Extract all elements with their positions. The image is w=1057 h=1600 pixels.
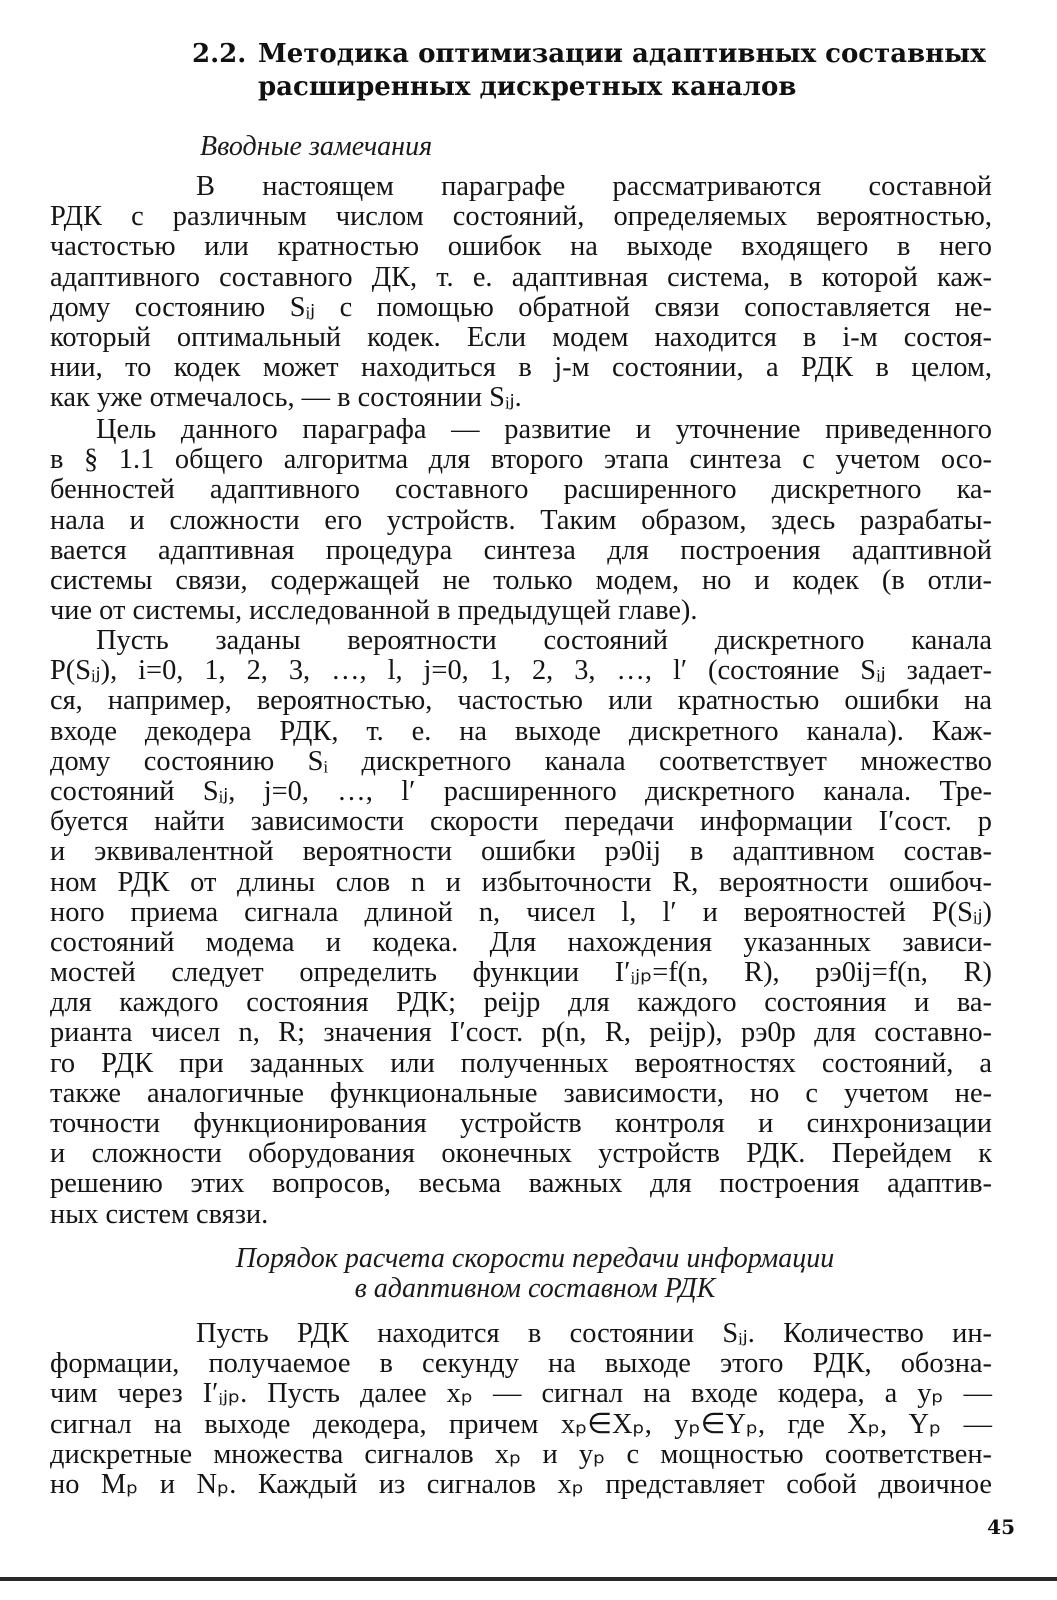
- text-line: го РДК при заданных или полученных вероятностях состояний, а: [50, 1047, 992, 1079]
- text-line: состояний Sᵢⱼ, j=0, …, l′ расширенного дискретного канала. Тре-: [50, 775, 992, 807]
- paragraph-calculation: [50, 1319, 992, 1500]
- text-line: как уже отмечалось, — в состоянии Sᵢⱼ.: [50, 382, 522, 414]
- text-line: но Mₚ и Nₚ. Каждый из сигналов xₚ представляет собой двоичное: [50, 1468, 992, 1500]
- text-line: Пусть РДК находится в состоянии Sᵢⱼ. Количество ин-: [196, 1318, 992, 1349]
- text-line: входе декодера РДК, т. е. на выходе дискретного канала). Каж-: [50, 715, 992, 747]
- paragraph-intro: [50, 172, 992, 414]
- text-line: чие от системы, исследованной в предыдущей главе).: [50, 595, 698, 627]
- paragraph-goal: [50, 415, 992, 626]
- section-title: [192, 38, 1012, 104]
- subheading-intro: Вводные замечания: [200, 131, 433, 162]
- text-line: состояний модема и кодека. Для нахождения указанных зависи-: [50, 926, 992, 958]
- section-title-line1: Методика оптимизации адаптивных составных: [258, 39, 986, 69]
- subheading-calc-line1: Порядок расчета скорости передачи информации: [235, 1243, 835, 1274]
- section-number: 2.2.: [192, 39, 247, 69]
- text-line: решению этих вопросов, весьма важных для построения адаптив-: [50, 1168, 992, 1200]
- paragraph-problem: [50, 626, 992, 1230]
- text-line: и эквивалентной вероятности ошибки pэ0ij в адаптивном состав-: [50, 836, 992, 868]
- text-line: ном РДК от длины слов n и избыточности R, вероятности ошибоч-: [50, 866, 992, 898]
- text-line: точности функционирования устройств контроля и синхронизации: [50, 1108, 992, 1139]
- text-line: который оптимальный кодек. Если модем находится в i-м состоя-: [50, 321, 992, 353]
- text-line: системы связи, содержащей не только модем, но и кодек (в отли-: [50, 564, 992, 596]
- text-line: адаптивного составного ДК, т. е. адаптивная система, в которой каж-: [50, 261, 992, 293]
- text-line: ся, например, вероятностью, частостью или кратностью ошибки на: [50, 685, 992, 717]
- text-line: дому состоянию Sᵢ дискретного канала соответствует множество: [50, 745, 992, 777]
- subheading-calc-line2: в адаптивном составном РДК: [354, 1273, 716, 1304]
- text-line: мостей следует определить функции I′ᵢⱼₚ=f(n, R), pэ0ij=f(n, R): [50, 957, 992, 989]
- section-title-line2: расширенных дискретных каналов: [258, 72, 797, 102]
- text-line: для каждого состояния РДК; peijp для каждого состояния и ва-: [50, 987, 992, 1019]
- text-line: также аналогичные функциональные зависимости, но с учетом не-: [50, 1077, 992, 1109]
- text-line: P(Sᵢⱼ), i=0, 1, 2, 3, …, l, j=0, 1, 2, 3, …, l′ (состояние Sᵢⱼ задает-: [50, 655, 992, 687]
- text-line: дому состоянию Sᵢⱼ с помощью обратной связи сопоставляется не-: [50, 291, 992, 323]
- subheading-calculation: [60, 1244, 1010, 1304]
- text-line: В настоящем параграфе рассматриваются составной: [196, 171, 992, 202]
- text-line: в § 1.1 общего алгоритма для второго этапа синтеза с учетом осо-: [50, 444, 992, 476]
- text-line: сигнал на выходе декодера, причем xₚ∈Xₚ, yₚ∈Yₚ, где Xₚ, Yₚ —: [50, 1408, 992, 1440]
- text-line: ных систем связи.: [50, 1198, 269, 1230]
- text-line: нала и сложности его устройств. Таким образом, здесь разрабаты-: [50, 504, 992, 536]
- text-line: Цель данного параграфа — развитие и уточнение приведенного: [96, 414, 992, 445]
- page-bottom-edge: [0, 1577, 1057, 1581]
- text-line: рианта чисел n, R; значения I′сост. р(n, R, peijp), pэ0р для составно-: [50, 1017, 992, 1049]
- text-line: ного приема сигнала длиной n, чисел l, l′ и вероятностей P(Sᵢⱼ): [50, 896, 992, 928]
- page-number: 45: [987, 1515, 1015, 1539]
- text-line: РДК с различным числом состояний, определяемых вероятностью,: [50, 201, 992, 233]
- text-line: вается адаптивная процедура синтеза для построения адаптивной: [50, 534, 992, 566]
- text-line: частостью или кратностью ошибок на выходе входящего в него: [50, 231, 992, 263]
- text-line: бенностей адаптивного составного расширенного дискретного ка-: [50, 474, 992, 506]
- text-line: и сложности оборудования оконечных устройств РДК. Перейдем к: [50, 1138, 992, 1170]
- text-line: нии, то кодек может находиться в j-м состоянии, а РДК в целом,: [50, 352, 992, 384]
- text-line: дискретные множества сигналов xₚ и yₚ с мощностью соответствен-: [50, 1438, 992, 1470]
- text-line: буется найти зависимости скорости передачи информации I′сост. р: [50, 806, 992, 838]
- text-line: Пусть заданы вероятности состояний дискретного канала: [96, 625, 992, 656]
- text-line: чим через I′ᵢⱼₚ. Пусть далее xₚ — сигнал на входе кодера, а yₚ —: [50, 1378, 992, 1410]
- text-line: формации, получаемое в секунду на выходе этого РДК, обозна-: [50, 1348, 992, 1380]
